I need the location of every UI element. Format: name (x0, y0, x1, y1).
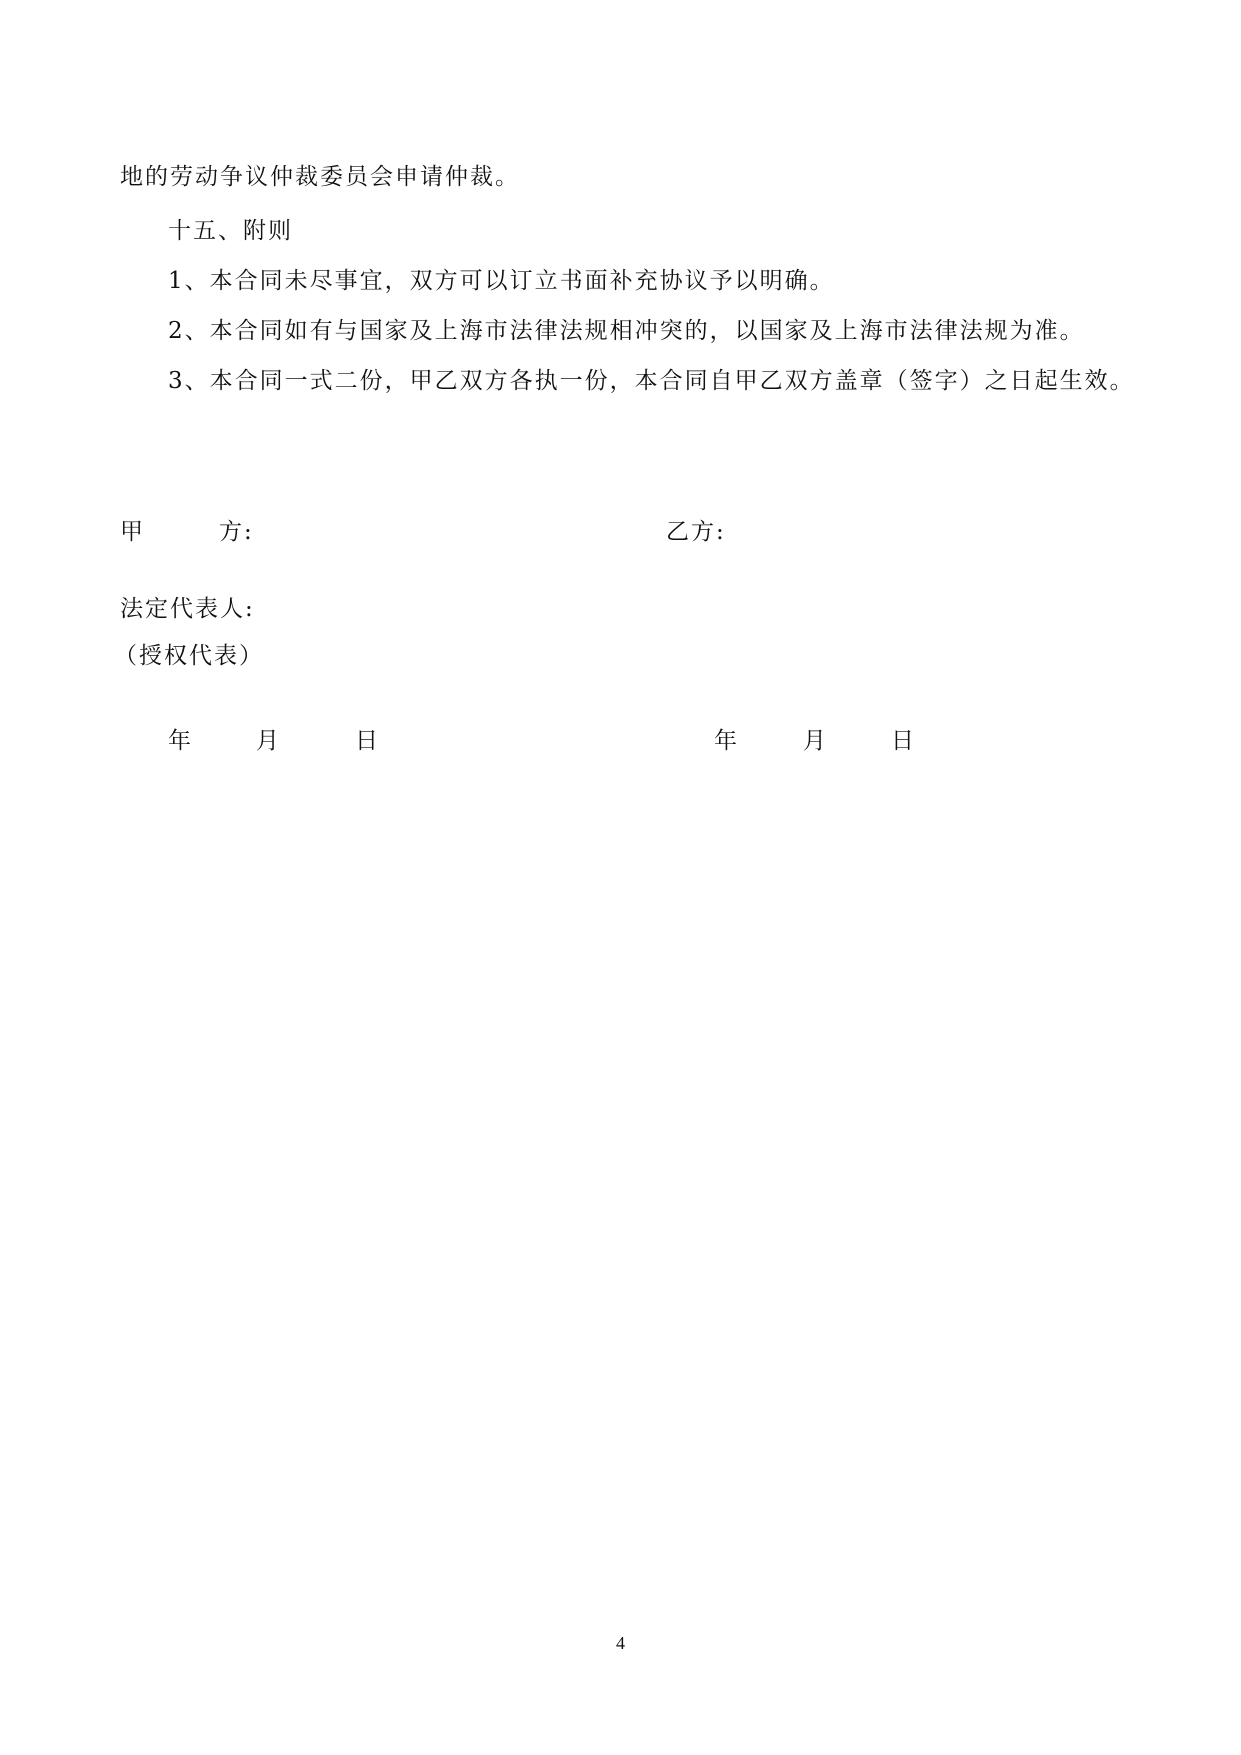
party-a-label-char1: 甲 (120, 519, 145, 545)
section-heading: 十五、附则 (168, 218, 293, 244)
authorized-rep-label: （授权代表） (114, 643, 264, 669)
page-number: 4 (616, 1633, 625, 1653)
clause-2: 2、本合同如有与国家及上海市法律法规相冲突的，以国家及上海市法律法规为准。 (168, 318, 1085, 344)
party-b-date-month: 月 (803, 728, 828, 754)
party-b-date-year: 年 (714, 728, 739, 754)
party-b-date-day: 日 (891, 728, 916, 754)
party-a-date-year: 年 (168, 728, 193, 754)
clause-3: 3、本合同一式二份，甲乙双方各执一份，本合同自甲乙双方盖章（签字）之日起生效。 (168, 368, 1135, 394)
party-a-date-day: 日 (355, 728, 380, 754)
continuation-text: 地的劳动争议仲裁委员会申请仲裁。 (120, 164, 520, 190)
party-a-label-char2: 方: (219, 519, 254, 545)
party-a-date-month: 月 (256, 728, 281, 754)
legal-rep-label: 法定代表人: (120, 596, 255, 622)
party-b-label: 乙方: (666, 519, 726, 545)
clause-1: 1、本合同未尽事宜，双方可以订立书面补充协议予以明确。 (168, 268, 835, 294)
